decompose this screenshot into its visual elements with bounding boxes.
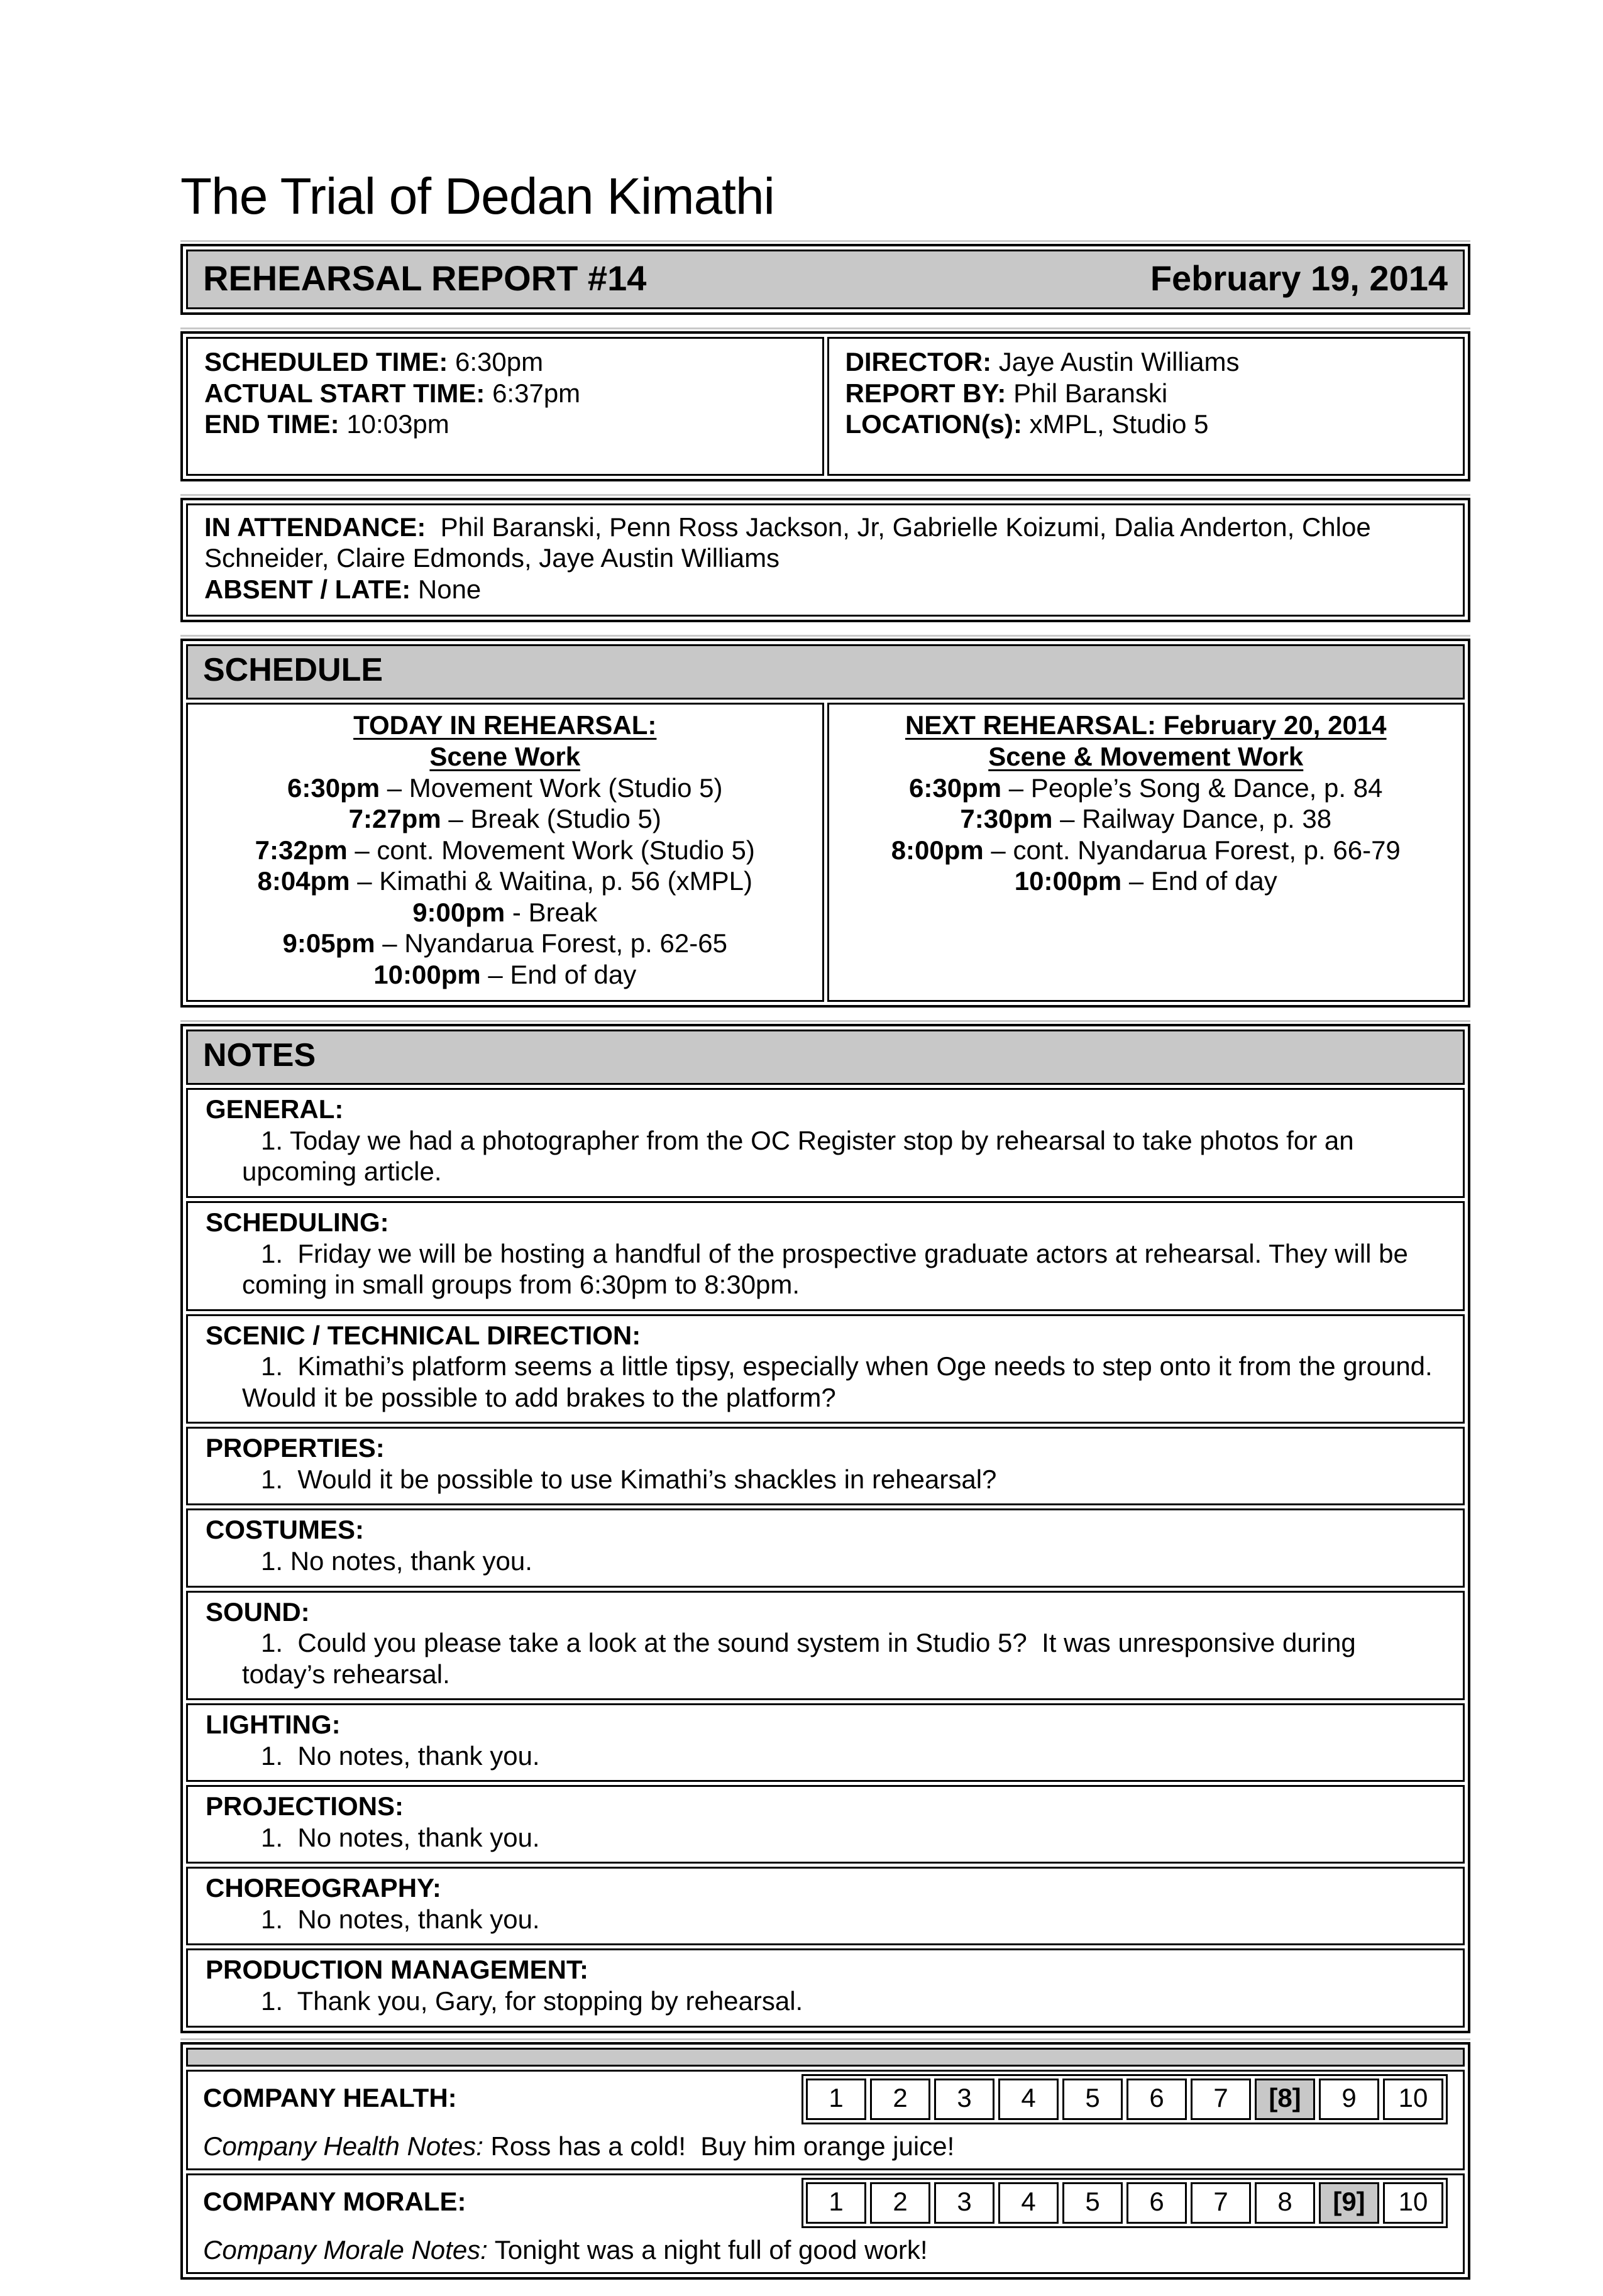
note-section-title: SCHEDULING:: [206, 1207, 389, 1238]
next-item-time: 6:30pm: [909, 772, 1002, 803]
morale-scale-8: 8: [1255, 2182, 1315, 2224]
morale-scale-2: 2: [870, 2182, 930, 2224]
today-item-time: 10:00pm: [373, 959, 481, 989]
note-section-item: 1. No notes, thank you.: [261, 1822, 540, 1852]
health-scale-7: 7: [1191, 2079, 1251, 2120]
report-by-label: REPORT BY:: [845, 378, 1006, 408]
note-section-projections: [186, 1785, 1465, 1864]
next-heading: NEXT REHEARSAL: February 20, 2014: [905, 710, 1387, 740]
today-item-time: 7:32pm: [255, 835, 348, 865]
absent-late-label: ABSENT / LATE:: [204, 574, 411, 604]
note-section-item: 1. Could you please take a look at the sound system in Studio 5? It was unresponsive during today’s rehearsal.: [242, 1628, 1363, 1689]
note-section-title: LIGHTING:: [206, 1710, 341, 1740]
morale-scale-5: 5: [1062, 2182, 1123, 2224]
health-scale-8-selected: [8]: [1255, 2079, 1315, 2120]
in-attendance-line: [204, 512, 1446, 574]
report-by-value: Phil Baranski: [1006, 378, 1168, 408]
schedule-header-bar: SCHEDULE: [186, 644, 1465, 700]
schedule-table: [180, 639, 1470, 1008]
schedule-body: [186, 703, 1465, 1002]
report-by: [846, 378, 1447, 409]
company-morale-section: [186, 2173, 1465, 2274]
report-header-table: [180, 244, 1470, 315]
note-section-title: PRODUCTION MANAGEMENT:: [206, 1955, 588, 1985]
morale-scale-7: 7: [1191, 2182, 1251, 2224]
next-item: [838, 772, 1455, 804]
info-table: [180, 331, 1470, 481]
ratings-table: [180, 2042, 1470, 2280]
notes-header-bar: NOTES: [186, 1030, 1465, 1085]
note-section-title: GENERAL:: [206, 1094, 344, 1124]
note-section-lighting: [186, 1703, 1465, 1782]
note-section-title: COSTUMES:: [206, 1515, 364, 1545]
in-attendance-label: IN ATTENDANCE:: [204, 512, 426, 542]
today-item: [197, 772, 813, 804]
today-item-desc: – End of day: [480, 959, 637, 989]
note-section-choreography: [186, 1867, 1465, 1945]
note-section-item: 1. Would it be possible to use Kimathi’s shackles in rehearsal?: [261, 1464, 997, 1494]
attendance-table: [180, 498, 1470, 623]
note-section-item: 1. No notes, thank you.: [261, 1904, 540, 1934]
note-section-sound: [186, 1591, 1465, 1701]
today-item-desc: – Kimathi & Waitina, p. 56 (xMPL): [350, 866, 752, 896]
today-item: [197, 897, 813, 928]
company-morale-scale: [802, 2178, 1448, 2228]
company-morale-notes: [203, 2234, 1448, 2266]
note-section-item: 1. No notes, thank you.: [261, 1546, 532, 1576]
health-scale-3: 3: [934, 2079, 994, 2120]
note-section-costumes: [186, 1508, 1465, 1587]
today-item-time: 9:05pm: [282, 928, 375, 958]
info-row: [186, 337, 1465, 476]
next-item-time: 8:00pm: [891, 835, 984, 865]
note-section-scenic: [186, 1314, 1465, 1424]
schedule-today-column: [186, 703, 824, 1002]
morale-scale-9-selected: [9]: [1319, 2182, 1379, 2224]
absent-late-value: None: [410, 574, 482, 604]
attendance-cell: [186, 503, 1465, 617]
note-section-title: SOUND:: [206, 1596, 310, 1627]
company-morale-row: [203, 2178, 1448, 2228]
note-section-properties: [186, 1427, 1465, 1505]
next-item-time: 7:30pm: [960, 804, 1053, 834]
note-section-title: CHOREOGRAPHY:: [206, 1873, 441, 1903]
actual-start-time-label: ACTUAL START TIME:: [204, 378, 485, 408]
morale-scale-4: 4: [998, 2182, 1059, 2224]
report-header-bar: [186, 250, 1465, 309]
note-section-title: PROJECTIONS:: [206, 1791, 404, 1821]
note-section-item: 1. Today we had a photographer from the OC Register stop by rehearsal to take photos for an upcoming article.: [242, 1125, 1362, 1187]
next-item-desc: – cont. Nyandarua Forest, p. 66-79: [983, 835, 1401, 865]
absent-late-line: [204, 574, 1446, 605]
actual-start-time: [204, 378, 806, 409]
health-scale-1: 1: [806, 2079, 866, 2120]
company-health-notes-value: Ross has a cold! Buy him orange juice!: [483, 2131, 955, 2161]
next-item: [838, 835, 1455, 866]
health-scale-5: 5: [1062, 2079, 1123, 2120]
next-item: [838, 803, 1455, 835]
notes-table: [180, 1024, 1470, 2033]
director-value: Jaye Austin Williams: [991, 347, 1240, 377]
next-item-desc: – People’s Song & Dance, p. 84: [1001, 772, 1383, 803]
note-section-title: SCENIC / TECHNICAL DIRECTION:: [206, 1320, 641, 1350]
info-staff-cell: [827, 337, 1465, 476]
today-item-time: 6:30pm: [287, 772, 380, 803]
next-item-desc: – Railway Dance, p. 38: [1052, 804, 1332, 834]
today-subheading: Scene Work: [429, 742, 581, 772]
page-title: The Trial of Dedan Kimathi: [180, 168, 774, 225]
director: [846, 346, 1447, 378]
note-section-item: 1. No notes, thank you.: [261, 1740, 540, 1771]
company-health-notes: [203, 2131, 1448, 2162]
morale-scale-3: 3: [934, 2182, 994, 2224]
company-health-label: COMPANY HEALTH:: [203, 2082, 457, 2112]
locations-value: xMPL, Studio 5: [1022, 409, 1209, 439]
in-attendance-value: Phil Baranski, Penn Ross Jackson, Jr, Gabrielle Koizumi, Dalia Anderton, Chloe Schneider, Claire Edmonds, Jaye Austin Williams: [204, 512, 1379, 573]
today-item: [197, 959, 813, 991]
morale-scale-6: 6: [1127, 2182, 1187, 2224]
today-item: [197, 835, 813, 866]
locations: [846, 409, 1447, 440]
note-section-title: PROPERTIES:: [206, 1433, 385, 1463]
today-item-time: 7:27pm: [348, 804, 441, 834]
schedule-next-column: [827, 703, 1465, 1002]
company-morale-notes-value: Tonight was a night full of good work!: [487, 2234, 928, 2265]
health-scale-9: 9: [1319, 2079, 1379, 2120]
today-item-time: 9:00pm: [412, 897, 505, 927]
note-section-production-management: [186, 1948, 1465, 2027]
next-item-time: 10:00pm: [1014, 866, 1122, 896]
info-times-cell: [186, 337, 824, 476]
company-health-notes-label: Company Health Notes:: [203, 2131, 483, 2161]
note-section-item: 1. Kimathi’s platform seems a little tipsy, especially when Oge needs to step onto it from the ground. Would it be possible to add brakes to the platform?: [242, 1351, 1440, 1412]
end-time-value: 10:03pm: [339, 409, 449, 439]
company-health-scale: [802, 2074, 1448, 2124]
next-item-desc: – End of day: [1121, 866, 1277, 896]
end-time: [204, 409, 806, 440]
today-item-desc: – Movement Work (Studio 5): [380, 772, 723, 803]
director-label: DIRECTOR:: [845, 347, 992, 377]
next-item: [838, 865, 1455, 897]
end-time-label: END TIME:: [204, 409, 339, 439]
health-scale-4: 4: [998, 2079, 1059, 2120]
report-title: REHEARSAL REPORT #14: [203, 258, 647, 299]
scheduled-time-label: SCHEDULED TIME:: [204, 347, 448, 377]
today-item-desc: – cont. Movement Work (Studio 5): [347, 835, 755, 865]
note-section-scheduling: [186, 1201, 1465, 1311]
actual-start-time-value: 6:37pm: [485, 378, 581, 408]
note-section-general: [186, 1088, 1465, 1198]
today-item-time: 8:04pm: [257, 866, 350, 896]
company-health-section: [186, 2070, 1465, 2170]
health-scale-10: 10: [1383, 2079, 1443, 2120]
company-morale-notes-label: Company Morale Notes:: [203, 2234, 488, 2265]
health-scale-2: 2: [870, 2079, 930, 2120]
morale-scale-1: 1: [806, 2182, 866, 2224]
company-morale-label: COMPANY MORALE:: [203, 2186, 466, 2216]
report-date: February 19, 2014: [1150, 258, 1448, 299]
today-item: [197, 928, 813, 959]
company-health-row: [203, 2074, 1448, 2124]
next-subheading: Scene & Movement Work: [988, 742, 1304, 772]
today-item-desc: - Break: [505, 897, 598, 927]
note-section-item: 1. Friday we will be hosting a handful of the prospective graduate actors at rehearsal. They will be coming in small groups from 6:30pm to 8:30pm.: [242, 1238, 1416, 1300]
health-scale-6: 6: [1127, 2079, 1187, 2120]
today-heading: TODAY IN REHEARSAL:: [353, 710, 657, 740]
document-content: [180, 168, 1470, 2296]
today-item: [197, 865, 813, 897]
locations-label: LOCATION(s):: [845, 409, 1023, 439]
today-item-desc: – Break (Studio 5): [441, 804, 661, 834]
ratings-divider-bar: [186, 2048, 1465, 2067]
note-section-item: 1. Thank you, Gary, for stopping by rehearsal.: [261, 1986, 803, 2016]
today-item: [197, 803, 813, 835]
today-item-desc: – Nyandarua Forest, p. 62-65: [375, 928, 727, 958]
scheduled-time-value: 6:30pm: [448, 347, 544, 377]
scheduled-time: [204, 346, 806, 378]
morale-scale-10: 10: [1383, 2182, 1443, 2224]
